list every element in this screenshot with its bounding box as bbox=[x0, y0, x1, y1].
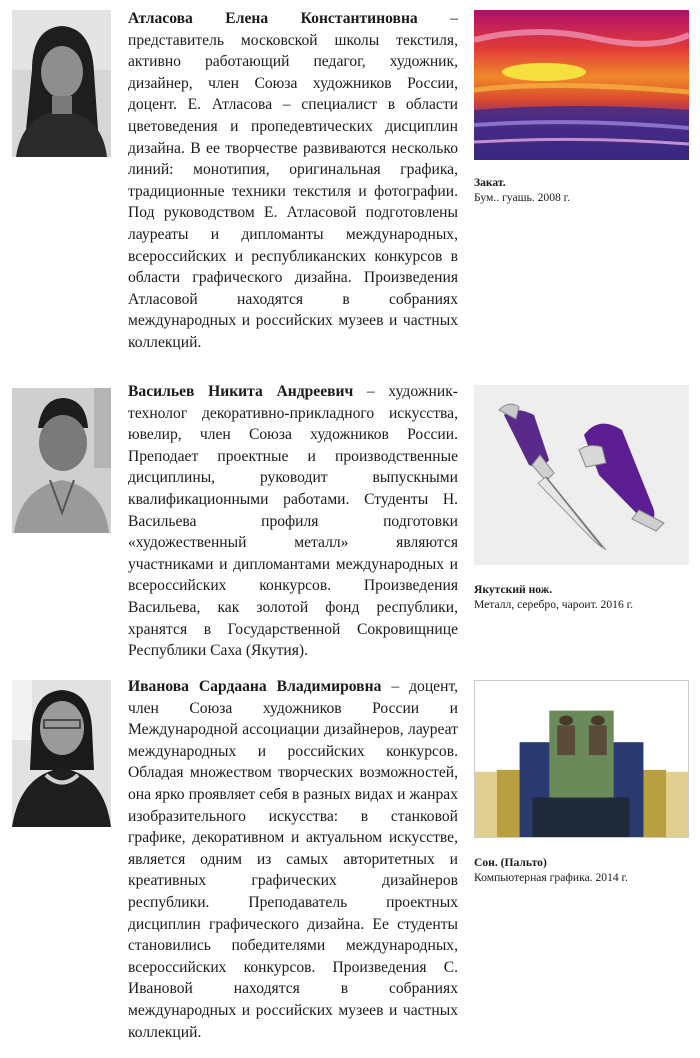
artwork-title: Сон. (Пальто) bbox=[474, 856, 547, 869]
artist-bio bbox=[128, 8, 458, 354]
artist-bio bbox=[128, 381, 458, 662]
portrait-photo-atlasova bbox=[12, 10, 111, 157]
artwork-description: Металл, серебро, чароит. 2016 г. bbox=[474, 598, 633, 611]
artwork-title: Закат. bbox=[474, 176, 506, 189]
artwork-description: Бум.. гуашь. 2008 г. bbox=[474, 191, 571, 204]
artwork-description: Компьютерная графика. 2014 г. bbox=[474, 871, 628, 884]
artist-name: Атласова Елена Константиновна bbox=[128, 10, 418, 27]
portrait-photo-vasiliev bbox=[12, 388, 111, 533]
artist-bio bbox=[128, 676, 458, 1043]
bio-text: – художник-технолог декоративно-прикладного искусства, ювелир, член Союза художников России. Преподает проектные и производственные дисциплины, руководит выпускными квалификационными работами. Студенты Н. Васильева профиля подготовки «художественный металл» являются участниками и дипломантами международных и всероссийских конкурсов. Произведения Васильева, как золотой фонд республики, хранятся в Государственной Сокровищнице Республики Саха (Якутия). bbox=[128, 383, 458, 660]
artist-name: Васильев Никита Андреевич bbox=[128, 383, 354, 400]
bio-text: – представитель московской школы текстиля, активно работающий педагог, художник, дизайнер, член Союза художников России, доцент. Е. Атласова – специалист в области цветоведения и пропедевтических дисциплин дизайна. В ее творчестве развиваются несколько линий: монотипия, оригинальная графика, традиционные техники текстиля и фотографии. Под руководством Е. Атласовой подготовлены лауреаты и дипломанты международных, всероссийских и республиканских конкурсов в области графического дизайна. Произведения Атласовой находятся в собраниях международных и российских музеев и частных коллекций. bbox=[128, 10, 458, 351]
artwork-caption bbox=[474, 855, 694, 885]
artist-name: Иванова Сардаана Владимировна bbox=[128, 678, 382, 695]
artwork-image-coat-dream bbox=[474, 680, 689, 838]
bio-text: – доцент, член Союза художников России и Международной ассоциации дизайнеров, лауреат международных и российских конкурсов. Обладая множеством творческих возможностей, она ярко проявляет себя в разных видах и жанрах изобразительного искусства: в станковой графике, декоративном и актуальном искусстве, является одним из самых авторитетных и креативных графических дизайнеров республики. Преподаватель проектных дисциплин графического дизайна. Ее студенты становились победителями международных, всероссийских конкурсов. Произведения С. Ивановой находятся в собраниях международных и российских музеев и частных коллекций. bbox=[128, 678, 458, 1041]
artwork-caption bbox=[474, 175, 694, 205]
artwork-caption bbox=[474, 582, 694, 612]
portrait-photo-ivanova bbox=[12, 680, 111, 827]
artwork-image-sunset bbox=[474, 10, 689, 160]
artwork-image-knife bbox=[474, 385, 689, 565]
artwork-title: Якутский нож. bbox=[474, 583, 553, 596]
